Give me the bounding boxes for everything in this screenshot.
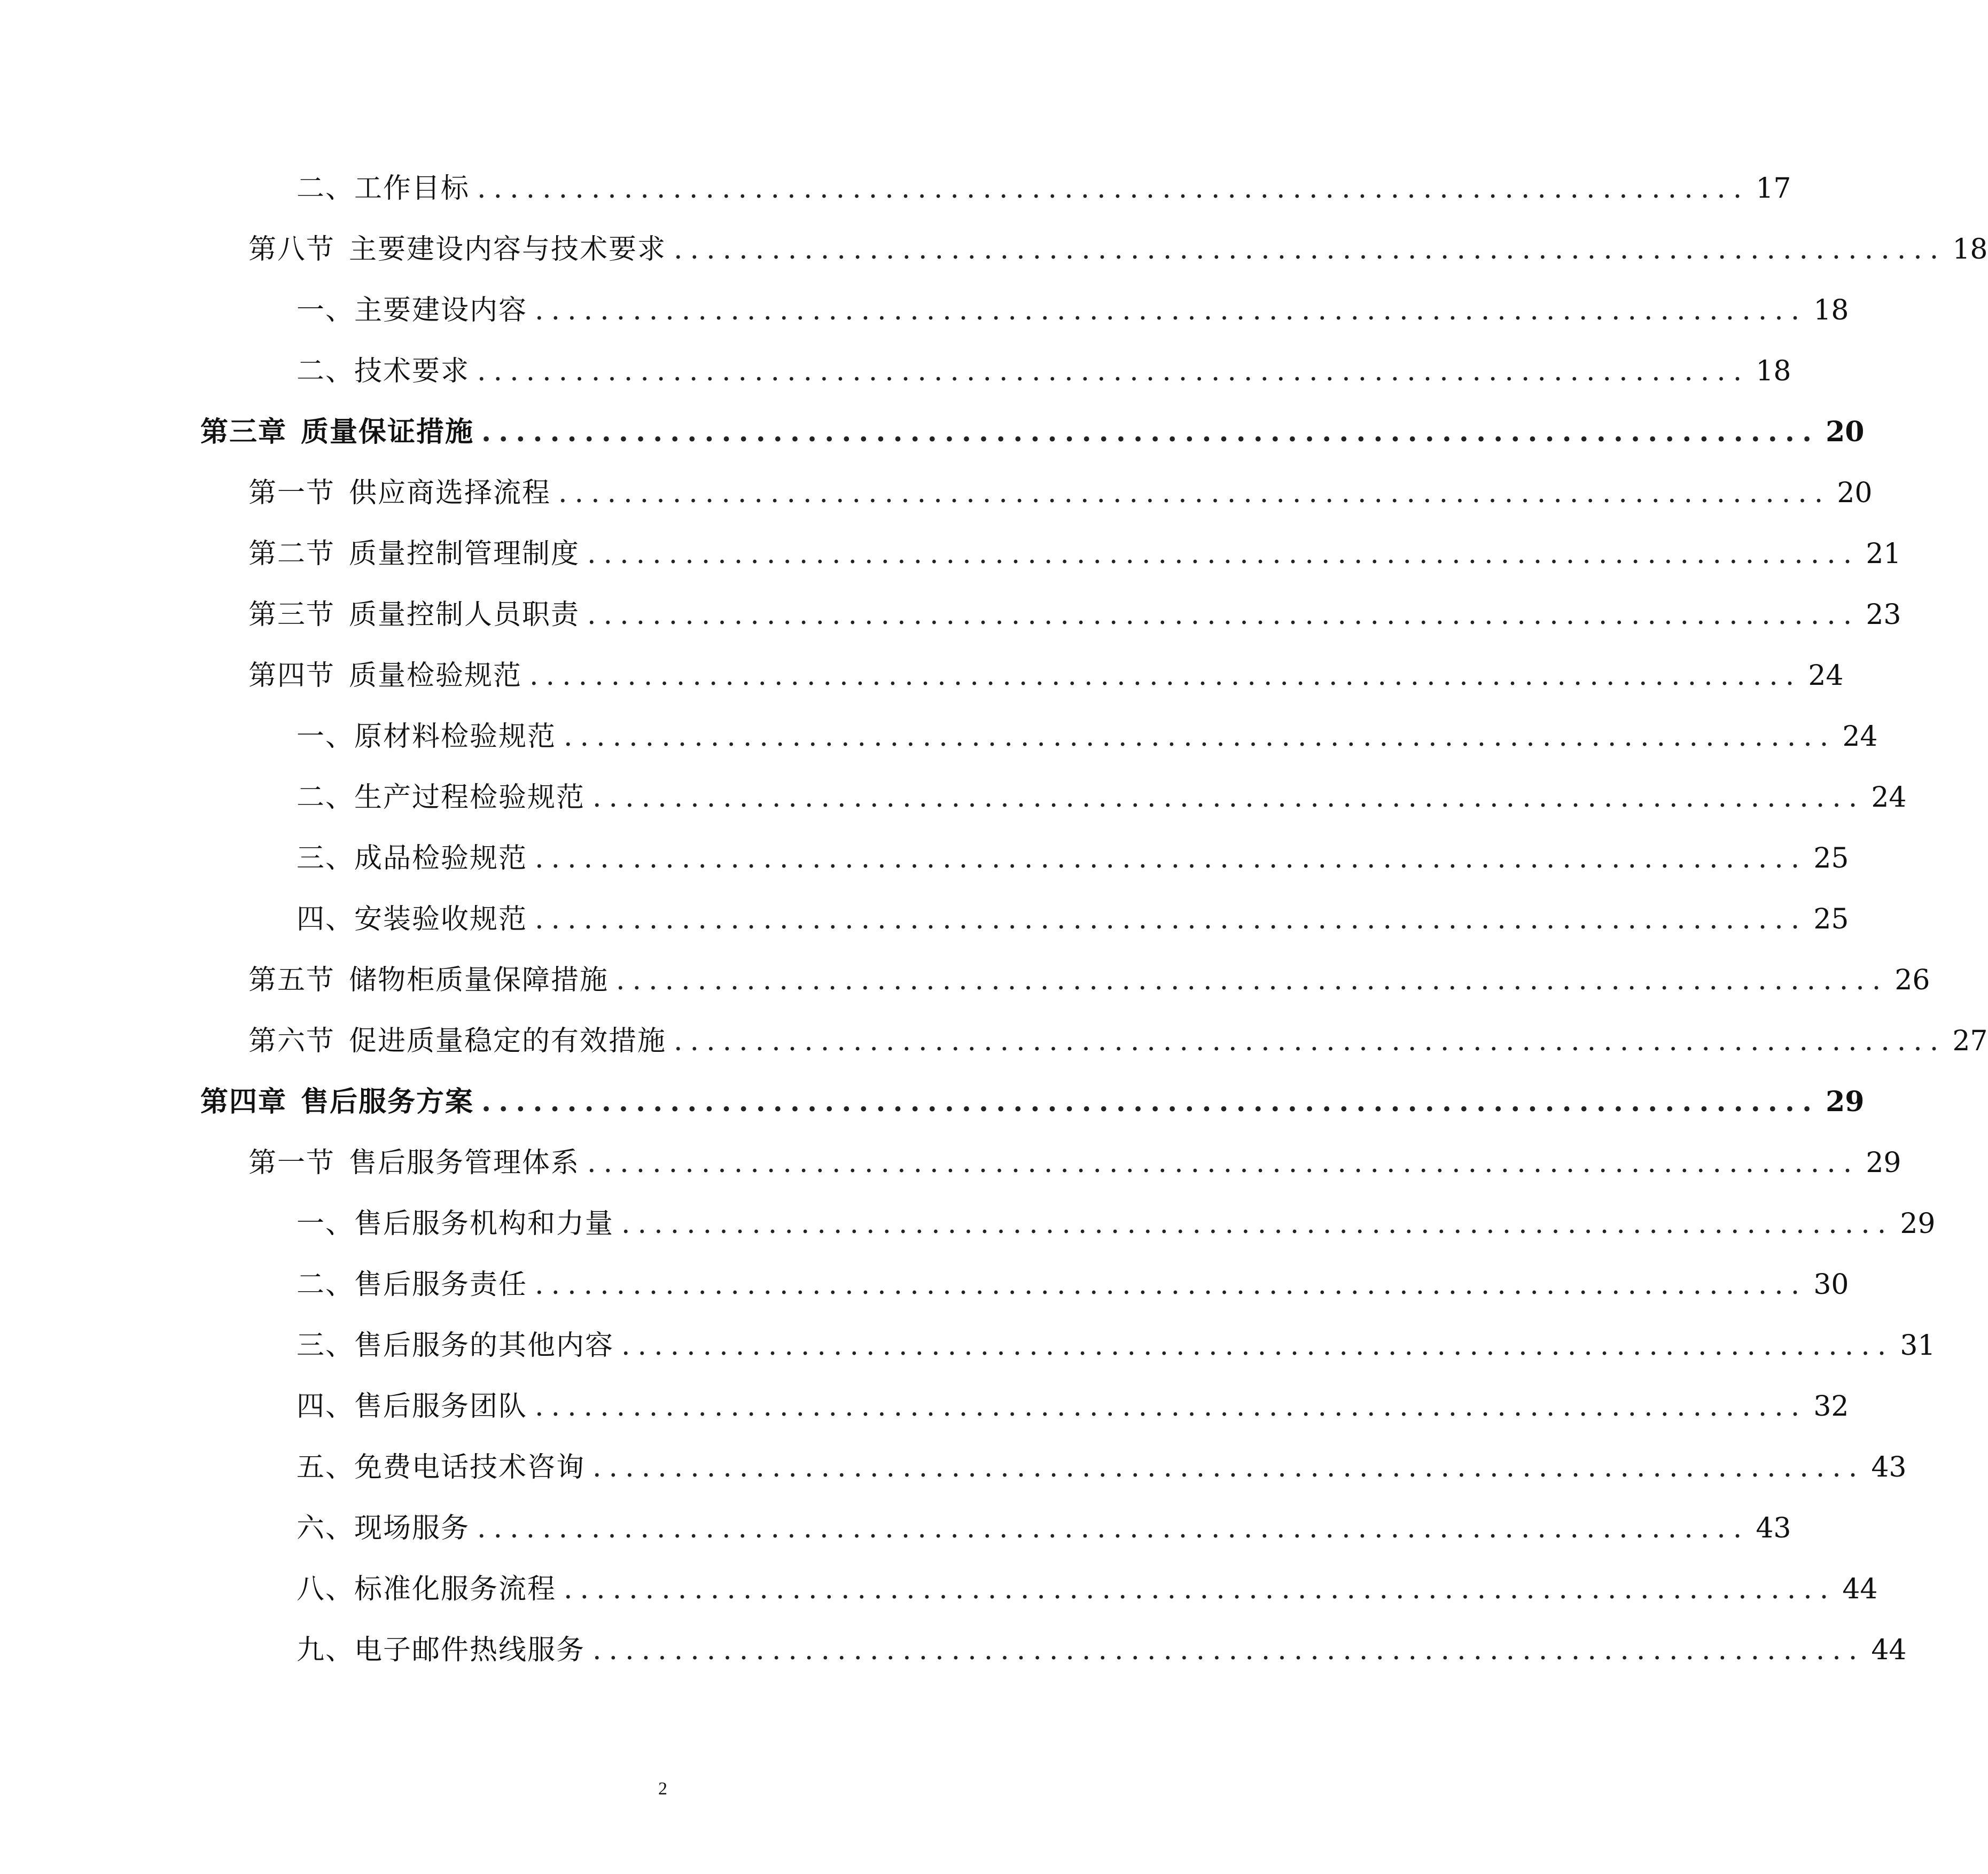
- toc-entry-page: 29: [1866, 1147, 1901, 1179]
- toc-dot-leader: ..............................................................................: [481, 416, 1820, 448]
- toc-entry-title: 生产过程检验规范: [354, 782, 586, 814]
- toc-entry-title: 售后服务责任: [354, 1269, 528, 1301]
- toc-entry[interactable]: [200, 1011, 1988, 1072]
- toc-dot-leader: ..............................................................................: [592, 782, 1865, 814]
- toc-entry-label: [248, 233, 667, 266]
- toc-entry[interactable]: [200, 1376, 1849, 1437]
- toc-dot-leader: ..............................................................................: [592, 1451, 1865, 1483]
- toc-entry[interactable]: [200, 1559, 1878, 1620]
- toc-entry-label: [297, 1210, 614, 1238]
- toc-dot-leader: ..............................................................................: [564, 1573, 1836, 1605]
- toc-entry-title: 储物柜质量保障措施: [349, 964, 609, 996]
- toc-entry-label: [297, 782, 586, 814]
- toc-entry-title: 质量控制人员职责: [349, 599, 580, 631]
- toc-entry-title: 现场服务: [354, 1512, 470, 1544]
- toc-dot-leader: ..............................................................................: [674, 233, 1946, 266]
- toc-entry-title: 电子邮件热线服务: [354, 1634, 586, 1666]
- toc-entry[interactable]: [200, 158, 1791, 219]
- toc-entry-page: 30: [1813, 1269, 1849, 1301]
- toc-entry-title: 原材料检验规范: [354, 721, 557, 753]
- toc-entry-prefix: 第四节: [248, 660, 336, 692]
- toc-entry-prefix: 三、: [297, 842, 355, 874]
- toc-dot-leader: ..............................................................................: [592, 1634, 1865, 1666]
- toc-entry-label: [297, 723, 556, 751]
- toc-entry-label: [297, 842, 528, 874]
- toc-entry-page: 31: [1900, 1330, 1936, 1362]
- toc-entry-label: [200, 1088, 474, 1116]
- toc-entry-page: 24: [1842, 721, 1878, 753]
- toc-entry-page: 20: [1837, 477, 1873, 509]
- toc-entry-title: 售后服务方案: [301, 1086, 474, 1118]
- toc-entry-prefix: 二、: [297, 782, 355, 814]
- toc-entry-title: 工作目标: [354, 173, 470, 205]
- toc-entry-prefix: 一、: [297, 1208, 355, 1240]
- toc-entry-title: 免费电话技术咨询: [354, 1451, 586, 1483]
- toc-entry-prefix: 第二节: [248, 538, 336, 570]
- toc-entry-prefix: 三、: [297, 1330, 355, 1362]
- toc-entry-title: 售后服务管理体系: [349, 1147, 580, 1179]
- toc-entry-page: 29: [1900, 1208, 1936, 1240]
- toc-entry-prefix: 第一节: [248, 477, 336, 509]
- table-of-contents: [200, 158, 1988, 1681]
- toc-entry-prefix: 六、: [297, 1512, 355, 1544]
- toc-entry-page: 43: [1756, 1512, 1791, 1544]
- toc-dot-leader: ..............................................................................: [587, 538, 1860, 570]
- toc-entry-title: 质量保证措施: [301, 416, 474, 448]
- toc-entry-prefix: 二、: [297, 1269, 355, 1301]
- toc-dot-leader: ..............................................................................: [477, 173, 1750, 205]
- toc-entry[interactable]: [200, 219, 1988, 280]
- toc-entry-title: 售后服务机构和力量: [354, 1208, 614, 1240]
- toc-entry[interactable]: [200, 280, 1849, 341]
- toc-dot-leader: ..............................................................................: [535, 294, 1807, 326]
- toc-entry-label: [297, 1575, 556, 1603]
- toc-entry-page: 43: [1871, 1451, 1907, 1483]
- toc-entry-prefix: 第五节: [248, 964, 336, 996]
- toc-entry-label: [297, 1271, 527, 1299]
- toc-entry-prefix: 一、: [297, 721, 355, 753]
- toc-entry-label: [248, 1149, 580, 1177]
- toc-dot-leader: ..............................................................................: [558, 477, 1831, 509]
- toc-entry-page: 26: [1895, 964, 1930, 996]
- toc-entry-label: [297, 1391, 528, 1423]
- toc-entry-title: 主要建设内容: [354, 294, 528, 326]
- toc-dot-leader: ..............................................................................: [674, 1025, 1946, 1057]
- toc-entry-page: 17: [1756, 173, 1791, 205]
- toc-entry-page: 44: [1871, 1634, 1907, 1666]
- toc-entry-page: 24: [1808, 660, 1844, 692]
- toc-entry-label: [297, 1514, 470, 1542]
- toc-entry-label: [248, 1027, 666, 1055]
- toc-entry-page: 25: [1813, 903, 1849, 935]
- toc-entry-page: 21: [1866, 538, 1901, 570]
- toc-entry-prefix: 一、: [297, 294, 355, 326]
- toc-entry-label: [297, 1332, 614, 1360]
- toc-entry-prefix: 四、: [297, 1391, 355, 1423]
- toc-entry[interactable]: [200, 1498, 1791, 1559]
- toc-entry-label: [297, 1636, 585, 1664]
- toc-entry-title: 成品检验规范: [354, 842, 528, 874]
- toc-entry-prefix: 第三节: [248, 599, 336, 631]
- toc-dot-leader: ..............................................................................: [616, 964, 1889, 996]
- toc-entry-page: 20: [1826, 416, 1865, 448]
- toc-dot-leader: ..............................................................................: [621, 1330, 1894, 1362]
- toc-entry[interactable]: [200, 341, 1791, 402]
- toc-entry-page: 25: [1813, 842, 1849, 874]
- toc-entry-prefix: 第一节: [248, 1147, 336, 1179]
- toc-entry-prefix: 第三章: [200, 416, 287, 448]
- toc-dot-leader: ..............................................................................: [564, 721, 1836, 753]
- toc-entry[interactable]: [200, 1437, 1907, 1498]
- toc-entry[interactable]: [200, 1193, 1936, 1254]
- toc-entry-label: [248, 479, 551, 507]
- toc-entry[interactable]: [200, 889, 1849, 950]
- toc-entry-title: 质量检验规范: [349, 660, 523, 692]
- toc-entry-title: 售后服务的其他内容: [354, 1330, 614, 1362]
- toc-entry-page: 18: [1952, 233, 1988, 266]
- toc-entry-page: 27: [1952, 1025, 1988, 1057]
- toc-entry-title: 主要建设内容与技术要求: [349, 233, 667, 266]
- toc-entry-label: [248, 966, 609, 994]
- toc-entry[interactable]: [200, 524, 1901, 584]
- toc-entry-page: 24: [1871, 782, 1907, 814]
- toc-dot-leader: ..............................................................................: [587, 1147, 1860, 1179]
- toc-entry[interactable]: [200, 1133, 1901, 1193]
- toc-entry-page: 18: [1756, 355, 1791, 387]
- toc-entry-label: [297, 296, 527, 324]
- toc-entry-label: [200, 418, 474, 446]
- toc-entry-prefix: 第六节: [248, 1025, 336, 1057]
- toc-entry[interactable]: [200, 402, 1865, 463]
- toc-entry[interactable]: [200, 767, 1907, 828]
- toc-entry-label: [248, 601, 580, 629]
- toc-entry[interactable]: [200, 1072, 1865, 1133]
- toc-dot-leader: ..............................................................................: [477, 1512, 1750, 1544]
- toc-entry-prefix: 二、: [297, 355, 355, 387]
- page-number: 2: [658, 1779, 667, 1799]
- toc-entry[interactable]: [200, 706, 1878, 767]
- toc-entry-page: 44: [1842, 1573, 1878, 1605]
- toc-dot-leader: ..............................................................................: [529, 660, 1802, 692]
- toc-entry[interactable]: [200, 463, 1873, 524]
- toc-entry[interactable]: [200, 584, 1901, 645]
- toc-entry[interactable]: [200, 1254, 1849, 1315]
- toc-entry[interactable]: [200, 1315, 1936, 1376]
- toc-dot-leader: ..............................................................................: [477, 355, 1750, 387]
- toc-entry-prefix: 二、: [297, 173, 355, 205]
- toc-entry-title: 安装验收规范: [354, 903, 528, 935]
- toc-dot-leader: ..............................................................................: [535, 903, 1807, 935]
- toc-entry-prefix: 五、: [297, 1451, 355, 1483]
- toc-entry-prefix: 第八节: [248, 233, 336, 266]
- toc-dot-leader: ..............................................................................: [535, 1269, 1807, 1301]
- toc-entry-label: [297, 1451, 586, 1483]
- toc-entry-title: 售后服务团队: [354, 1391, 528, 1423]
- toc-dot-leader: ..............................................................................: [621, 1208, 1894, 1240]
- toc-entry-label: [248, 662, 522, 690]
- toc-entry-label: [248, 540, 580, 568]
- toc-entry-label: [297, 173, 470, 205]
- toc-entry-page: 18: [1813, 294, 1849, 326]
- toc-entry-label: [297, 357, 470, 385]
- toc-entry-title: 促进质量稳定的有效措施: [349, 1025, 667, 1057]
- toc-entry-prefix: 九、: [297, 1634, 355, 1666]
- toc-entry-page: 23: [1866, 599, 1901, 631]
- toc-entry-title: 供应商选择流程: [349, 477, 551, 509]
- toc-entry-title: 标准化服务流程: [354, 1573, 557, 1605]
- toc-entry[interactable]: [200, 828, 1849, 889]
- toc-entry[interactable]: [200, 950, 1930, 1011]
- toc-entry-title: 质量控制管理制度: [349, 538, 580, 570]
- toc-dot-leader: ..............................................................................: [587, 599, 1860, 631]
- toc-entry-page: 32: [1813, 1391, 1849, 1423]
- toc-entry-label: [297, 905, 527, 933]
- toc-entry[interactable]: [200, 645, 1844, 706]
- toc-dot-leader: ..............................................................................: [535, 842, 1807, 874]
- toc-dot-leader: ..............................................................................: [481, 1086, 1820, 1118]
- toc-dot-leader: ..............................................................................: [535, 1391, 1807, 1423]
- toc-entry[interactable]: [200, 1620, 1907, 1681]
- toc-entry-page: 29: [1826, 1086, 1865, 1118]
- toc-entry-prefix: 八、: [297, 1573, 355, 1605]
- toc-entry-prefix: 四、: [297, 903, 355, 935]
- toc-entry-prefix: 第四章: [200, 1086, 287, 1118]
- toc-entry-title: 技术要求: [354, 355, 470, 387]
